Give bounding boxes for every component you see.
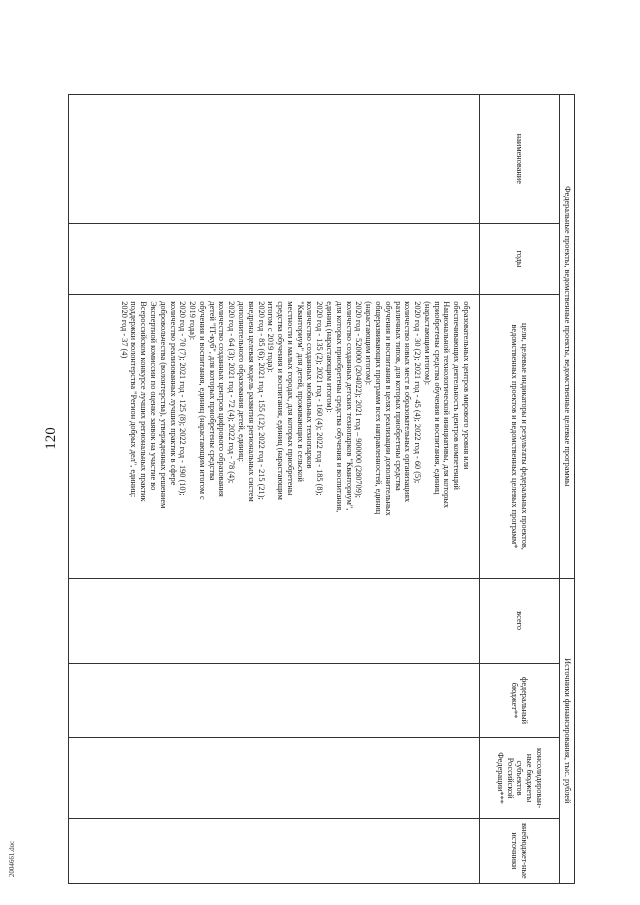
content-line: обеспечивающих деятельность центров компетенций — [452, 301, 462, 490]
document-id: 2004661.doc — [8, 840, 17, 878]
content-line: Всероссийском конкурсе лучших региональных практик — [139, 301, 149, 502]
content-line: количество созданных центров цифрового образования — [217, 301, 227, 497]
cell-name — [69, 95, 480, 224]
content-line: для которых приобретены средства обучения и воспитания, — [334, 301, 344, 513]
content-line: образовательных центров мирового уровня или — [462, 301, 471, 470]
cell-years — [69, 223, 480, 295]
content-line: общеразвивающих программ всех направленностей, единиц — [373, 301, 383, 515]
content-line: 2020 год - 520000 (204022); 2021 год – 900000 (280709); — [354, 301, 364, 498]
content-line: добровольчества (волонтерства), утвержденных решением — [158, 301, 168, 509]
col-header-name: наименование — [480, 95, 560, 224]
content-line: итогом с 2019 года): — [266, 301, 276, 373]
content-line: количество созданных детских технопарков "Кванториум", — [344, 301, 354, 511]
content-line: (нарастающим итогом): — [364, 301, 374, 386]
content-line: 2020 год - 30 (2); 2021 год - 45 (4); 2022 год - 60 (5); — [413, 301, 423, 484]
content-line: дополнительного образования детей, единиц: — [237, 301, 247, 462]
content-line: Национальной технологической инициативы, для которых — [442, 301, 452, 508]
header-projects: Федеральные проекты, ведомственные проекты, ведомственные целевые программы — [560, 95, 575, 579]
content-line: количество новых мест в образовательных организациях — [403, 301, 413, 503]
content-line: (нарастающим итогом): — [422, 301, 432, 386]
col-header-total: всего — [480, 578, 560, 663]
federal-projects-table — [68, 94, 575, 884]
cell-total — [69, 578, 480, 663]
content-line: местности и малых городах, для которых приобретены — [285, 301, 295, 496]
content-line: 2020 год - 64 (3); 2021 год - 72 (4); 2022 год - 78 (4); — [227, 301, 237, 484]
content-line: обучения и воспитания, единиц (нарастающим итогом с — [197, 301, 207, 500]
col-header-regional-budgets: консолидирован-ные бюджеты субъектов Российской Федерации*** — [480, 738, 560, 818]
rotated-table-wrapper — [65, 94, 575, 884]
content-line: средства обучения и воспитания, единиц (нарастающим — [276, 301, 286, 500]
header-funding-sources: Источники финансирования, тыс. рублей — [560, 578, 575, 883]
content-line: различных типов, для которых приобретены средства — [393, 301, 403, 491]
content-line: поддержки волонтерства "Регион добрых дел", единиц: — [129, 301, 139, 498]
content-line: 2020 год - 37 (4) — [119, 301, 129, 359]
content-line: количество реализованных лучших практик в сфере — [168, 301, 178, 486]
content-line: единиц (нарастающим итогом): — [325, 301, 335, 413]
col-header-years: годы — [480, 223, 560, 295]
cell-regional — [69, 738, 480, 818]
content-line: обучения и воспитания в целях реализации дополнительных — [383, 301, 393, 516]
content-line: Экспертной комиссии по оценке заявок на участие во — [149, 301, 158, 491]
content-line: 2020 год - 85 (6); 2021 год - 155 (12); 2022 год - 215 (21); — [256, 301, 266, 500]
content-line: приобретены средства обучения и воспитания, единиц — [432, 301, 442, 495]
col-header-extrabudgetary: внебюджет-ные источники — [480, 818, 560, 883]
content-line: "Кванториум" для детей, проживающих в сельской — [295, 301, 305, 482]
col-header-goals: цели, целевые индикаторы и результаты федеральных проектов, ведомственных проектов и ведомственных целевых программ* — [480, 295, 560, 578]
content-line: количество созданных мобильных технопарков — [305, 301, 315, 469]
cell-extrabudget — [69, 818, 480, 883]
content-line: 2020 год - 135 (2); 2021 год - 160 (4); 2022 год - 185 (8); — [315, 301, 325, 496]
content-line: 2020 год - 70 (7); 2021 год - 125 (8); 2022 год - 190 (10); — [178, 301, 188, 496]
cell-federal — [69, 663, 480, 738]
content-line: детей "IT-куб", для которых приобретены средства — [207, 301, 217, 481]
cell-goals-content — [69, 295, 480, 578]
content-line: внедрена целевая модель развития региональных систем — [246, 301, 256, 502]
table-row — [69, 95, 480, 884]
page-number: 120 — [42, 427, 59, 450]
content-line: 2019 года): — [188, 301, 198, 341]
col-header-federal-budget: федеральный бюджет** — [480, 663, 560, 738]
